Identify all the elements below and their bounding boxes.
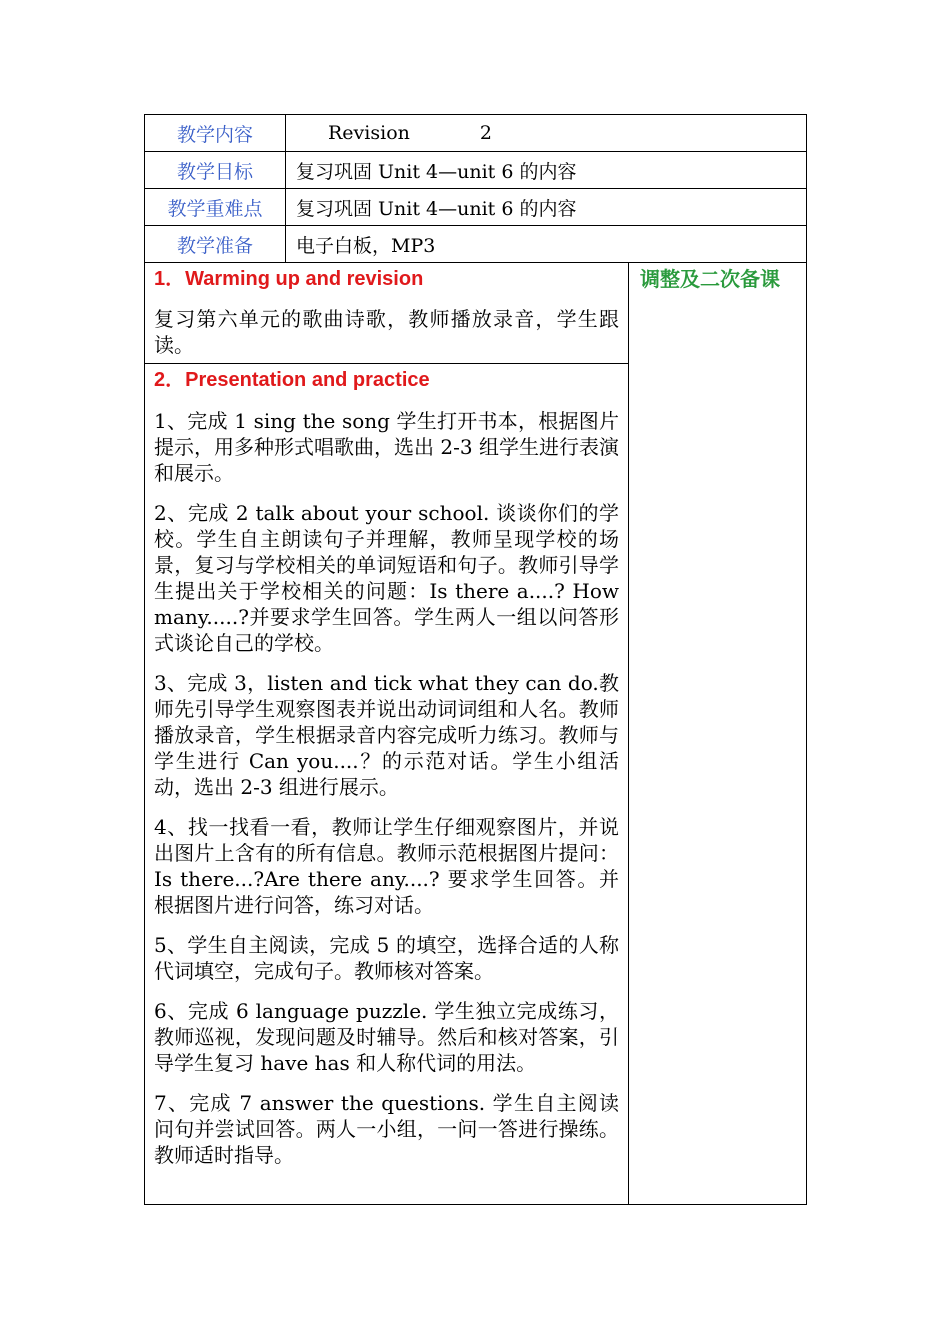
section1-heading: 1．Warming up and revision: [154, 268, 424, 290]
label-preparation: 教学准备: [145, 226, 286, 263]
procedure-area: [144, 263, 807, 1205]
value-content-number: 2: [479, 122, 492, 144]
step-paragraph: 1、完成 1 sing the song 学生打开书本，根据图片提示，用多种形式唱歌曲，选出 2-3 组学生进行表演和展示。: [154, 409, 619, 485]
row-content: [145, 115, 807, 152]
step-paragraph: 4、找一找看一看，教师让学生仔细观察图片，并说出图片上含有的所有信息。教师示范根据图片提问：Is there...?Are there any....? 要求学生回答。并根据图片进行问答，练习对话。: [154, 815, 619, 917]
section-warming-up: [145, 263, 628, 364]
value-key-points: 复习巩固 Unit 4—unit 6 的内容: [286, 189, 807, 226]
procedure-column: [145, 263, 629, 1204]
row-objective: [145, 152, 807, 189]
value-content: [286, 115, 807, 152]
value-content-title: Revision: [328, 122, 410, 144]
section2-heading: 2．Presentation and practice: [154, 369, 430, 391]
value-objective: 复习巩固 Unit 4—unit 6 的内容: [286, 152, 807, 189]
lesson-plan: [144, 114, 807, 1205]
lesson-info-table: [144, 114, 807, 263]
step-paragraph: 7、完成 7 answer the questions. 学生自主阅读问句并尝试回答。两人一小组，一问一答进行操练。教师适时指导。: [154, 1091, 619, 1167]
label-key-points: 教学重难点: [145, 189, 286, 226]
row-preparation: [145, 226, 807, 263]
step-paragraph: 5、学生自主阅读，完成 5 的填空，选择合适的人称代词填空，完成句子。教师核对答案。: [154, 933, 619, 983]
step-paragraph: 3、完成 3，listen and tick what they can do.教师先引导学生观察图表并说出动词词组和人名。教师播放录音，学生根据录音内容完成听力练习。教师与学生进行 Can you....？的示范对话。学生小组活动，选出 2-3 组进行展示。: [154, 671, 619, 799]
step-paragraph: 2、完成 2 talk about your school. 谈谈你们的学校。学生自主朗读句子并理解，教师呈现学校的场景，复习与学校相关的单词短语和句子。教师引导学生提出关于学校相关的问题：Is there a....? How many.....?并要求学生回答。学生两人一组以问答形式谈论自己的学校。: [154, 501, 619, 655]
adjustment-title: 调整及二次备课: [640, 267, 780, 291]
step-paragraph: 6、完成 6 language puzzle. 学生独立完成练习，教师巡视，发现问题及时辅导。然后和核对答案，引导学生复习 have has 和人称代词的用法。: [154, 999, 619, 1075]
label-content: 教学内容: [145, 115, 286, 152]
section-presentation: [145, 364, 628, 1168]
value-preparation: 电子白板，MP3: [286, 226, 807, 263]
adjustment-column: [628, 263, 806, 1204]
row-key-points: [145, 189, 807, 226]
section1-text: 复习第六单元的歌曲诗歌，教师播放录音，学生跟读。: [154, 307, 619, 357]
label-objective: 教学目标: [145, 152, 286, 189]
